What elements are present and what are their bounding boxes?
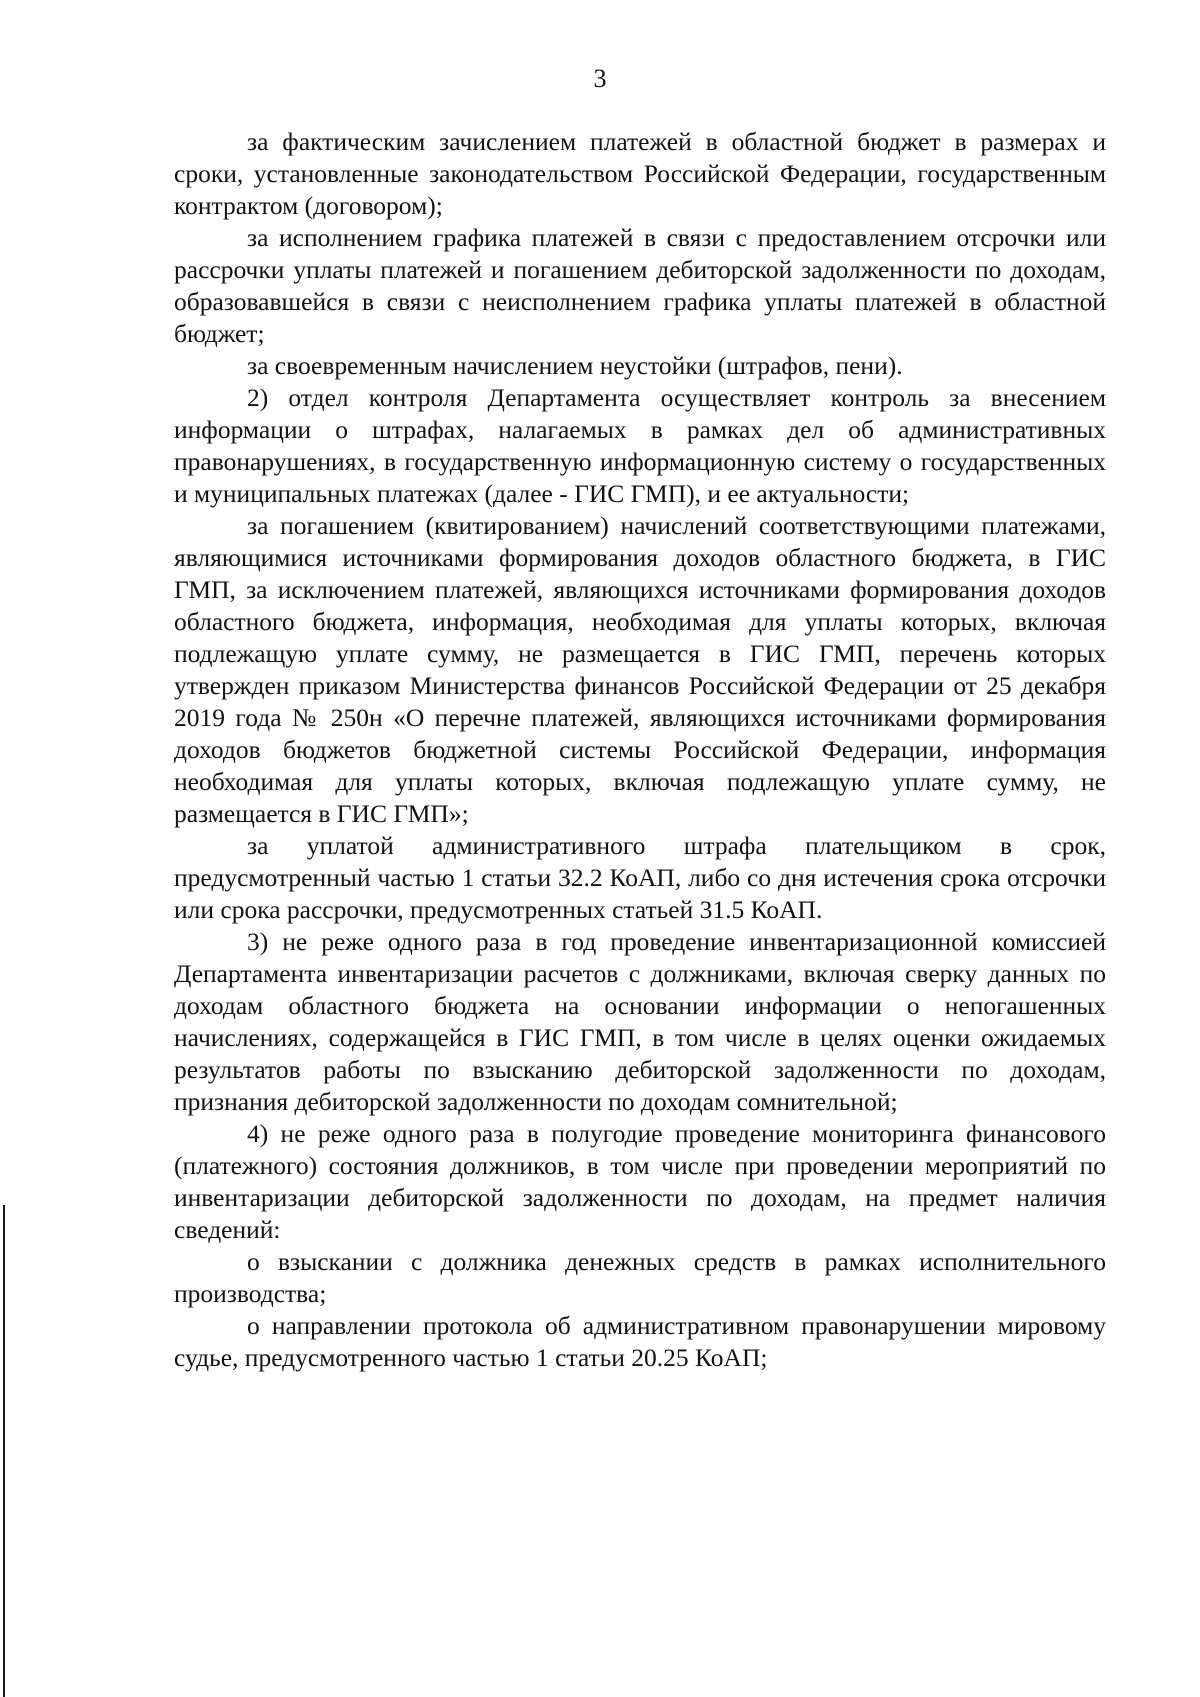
document-body: [174, 126, 1106, 1374]
paragraph-item-3-inventory: 3) не реже одного раза в год проведение инвентаризационной комиссией Департамента инвентаризации расчетов с должниками, включая сверку данных по доходам областного бюджета на основании информации о непогашенных начислениях, содержащейся в ГИС ГМП, в том числе в целях оценки ожидаемых результатов работы по взысканию дебиторской задолженности по доходам, признания дебиторской задолженности по доходам сомнительной;: [174, 927, 1106, 1116]
paragraph-enforcement-proceedings: о взыскании с должника денежных средств в рамках исполнительного производства;: [174, 1247, 1106, 1308]
scan-edge-line: [3, 1205, 5, 1697]
paragraph-fine-payment: за уплатой административного штрафа плательщиком в срок, предусмотренный частью 1 статьи 32.2 КоАП, либо со дня истечения срока отсрочки или срока рассрочки, предусмотренных статьей 31.5 КоАП.: [174, 831, 1106, 924]
paragraph-item-2-control: 2) отдел контроля Департамента осуществляет контроль за внесением информации о штрафах, налагаемых в рамках дел об административных правонарушениях, в государственную информационную систему о государственных и муниципальных платежах (далее - ГИС ГМП), и ее актуальности;: [174, 383, 1106, 508]
paragraph-item-4-monitoring: 4) не реже одного раза в полугодие проведение мониторинга финансового (платежного) состояния должников, в том числе при проведении мероприятий по инвентаризации дебиторской задолженности по доходам, на предмет наличия сведений:: [174, 1119, 1106, 1244]
paragraph-protocol-referral: о направлении протокола об административном правонарушении мировому судье, предусмотренного частью 1 статьи 20.25 КоАП;: [174, 1311, 1106, 1372]
paragraph-actual-crediting: за фактическим зачислением платежей в областной бюджет в размерах и сроки, установленные законодательством Российской Федерации, государственным контрактом (договором);: [174, 127, 1106, 220]
page-number: 3: [593, 64, 607, 93]
paragraph-penalty-accrual: за своевременным начислением неустойки (штрафов, пени).: [247, 351, 903, 380]
paragraph-payment-schedule: за исполнением графика платежей в связи с предоставлением отсрочки или рассрочки уплаты платежей и погашением дебиторской задолженности по доходам, образовавшейся в связи с неисполнением графика уплаты платежей в областной бюджет;: [174, 223, 1106, 348]
paragraph-repayment-reconciliation: за погашением (квитированием) начислений соответствующими платежами, являющимися источниками формирования доходов областного бюджета, в ГИС ГМП, за исключением платежей, являющихся источниками формирования доходов областного бюджета, информация, необходимая для уплаты которых, включая подлежащую уплате сумму, не размещается в ГИС ГМП, перечень которых утвержден приказом Министерства финансов Российской Федерации от 25 декабря 2019 года № 250н «О перечне платежей, являющихся источниками формирования доходов бюджетов бюджетной системы Российской Федерации, информация необходимая для уплаты которых, включая подлежащую уплате сумму, не размещается в ГИС ГМП»;: [174, 511, 1106, 828]
